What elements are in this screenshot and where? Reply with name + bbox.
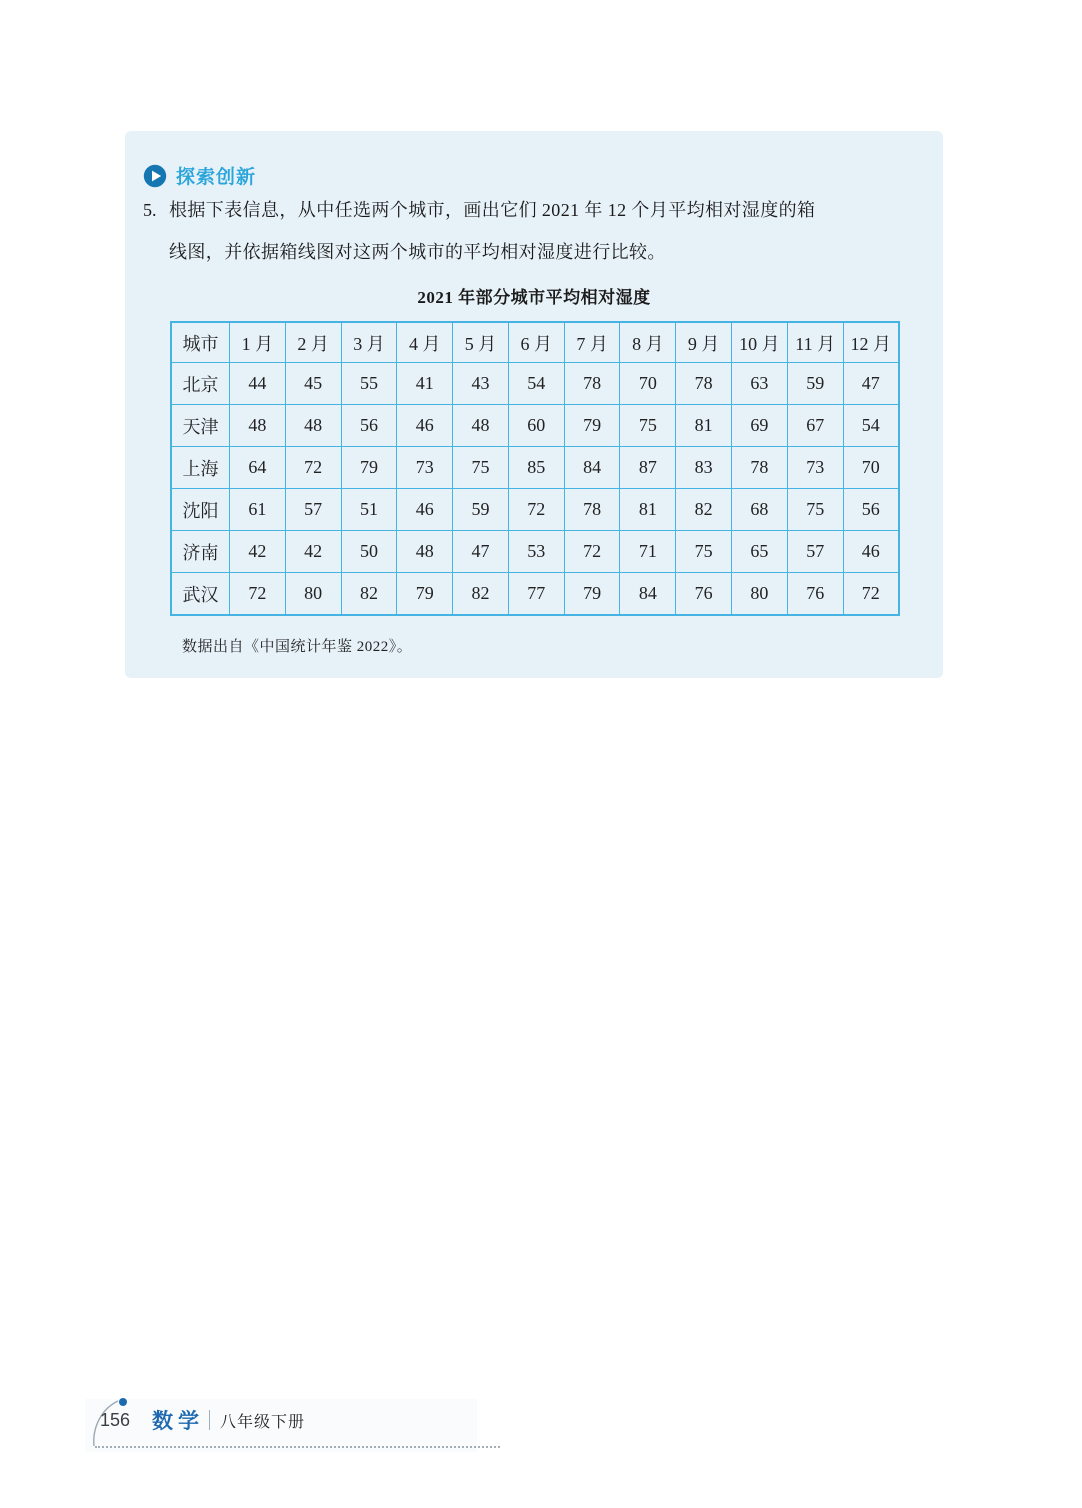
humidity-table: [170, 321, 900, 616]
page-number: 156: [100, 1409, 131, 1430]
column-header: 7 月: [564, 322, 620, 363]
section-title: 探索创新: [176, 167, 257, 188]
value-cell: 55: [341, 363, 397, 405]
value-cell: 70: [620, 363, 676, 405]
value-cell: 48: [397, 531, 453, 573]
value-cell: 76: [787, 573, 843, 616]
value-cell: 67: [787, 405, 843, 447]
value-cell: 63: [732, 363, 788, 405]
column-header: 4 月: [397, 322, 453, 363]
value-cell: 59: [787, 363, 843, 405]
exercise-panel: [125, 131, 943, 678]
value-cell: 43: [453, 363, 509, 405]
value-cell: 50: [341, 531, 397, 573]
value-cell: 45: [285, 363, 341, 405]
value-cell: 82: [341, 573, 397, 616]
table-row: [171, 405, 899, 447]
section-header: [143, 162, 256, 189]
value-cell: 46: [397, 405, 453, 447]
value-cell: 84: [564, 447, 620, 489]
city-cell: 北京: [171, 363, 230, 405]
play-icon: [143, 164, 167, 188]
value-cell: 72: [230, 573, 286, 616]
table-row: [171, 489, 899, 531]
value-cell: 41: [397, 363, 453, 405]
value-cell: 78: [564, 489, 620, 531]
value-cell: 79: [341, 447, 397, 489]
footer-dotted-line: [95, 1446, 500, 1448]
value-cell: 54: [508, 363, 564, 405]
value-cell: 78: [564, 363, 620, 405]
table-head: [171, 322, 899, 363]
city-cell: 上海: [171, 447, 230, 489]
value-cell: 84: [620, 573, 676, 616]
value-cell: 80: [285, 573, 341, 616]
column-header: 6 月: [508, 322, 564, 363]
city-cell: 沈阳: [171, 489, 230, 531]
value-cell: 47: [843, 363, 899, 405]
value-cell: 46: [397, 489, 453, 531]
value-cell: 57: [285, 489, 341, 531]
column-header: 12 月: [843, 322, 899, 363]
value-cell: 87: [620, 447, 676, 489]
column-header: 3 月: [341, 322, 397, 363]
problem-text: [169, 189, 925, 273]
city-cell: 天津: [171, 405, 230, 447]
header-row: [171, 322, 899, 363]
table-row: [171, 573, 899, 616]
page-footer: [100, 1405, 305, 1435]
value-cell: 48: [453, 405, 509, 447]
value-cell: 79: [564, 573, 620, 616]
value-cell: 80: [732, 573, 788, 616]
value-cell: 68: [732, 489, 788, 531]
value-cell: 42: [230, 531, 286, 573]
value-cell: 48: [285, 405, 341, 447]
value-cell: 54: [843, 405, 899, 447]
value-cell: 70: [843, 447, 899, 489]
problem-text-line: 线图，并依据箱线图对这两个城市的平均相对湿度进行比较。: [169, 242, 666, 262]
value-cell: 75: [787, 489, 843, 531]
value-cell: 57: [787, 531, 843, 573]
value-cell: 44: [230, 363, 286, 405]
footer-book-title: 八年级下册: [220, 1413, 306, 1431]
value-cell: 85: [508, 447, 564, 489]
value-cell: 46: [843, 531, 899, 573]
value-cell: 51: [341, 489, 397, 531]
value-cell: 69: [732, 405, 788, 447]
value-cell: 64: [230, 447, 286, 489]
problem-text-line: 根据下表信息，从中任选两个城市，画出它们 2021 年 12 个月平均相对湿度的箱: [169, 200, 816, 220]
value-cell: 71: [620, 531, 676, 573]
column-header: 城市: [171, 322, 230, 363]
table-title: 2021 年部分城市平均相对湿度: [417, 288, 651, 307]
city-cell: 济南: [171, 531, 230, 573]
value-cell: 59: [453, 489, 509, 531]
value-cell: 78: [676, 363, 732, 405]
value-cell: 82: [676, 489, 732, 531]
data-source-note: 数据出自《中国统计年鉴 2022》。: [182, 639, 413, 655]
table-row: [171, 363, 899, 405]
value-cell: 72: [285, 447, 341, 489]
value-cell: 65: [732, 531, 788, 573]
value-cell: 60: [508, 405, 564, 447]
value-cell: 48: [230, 405, 286, 447]
value-cell: 81: [676, 405, 732, 447]
value-cell: 79: [564, 405, 620, 447]
value-cell: 82: [453, 573, 509, 616]
value-cell: 73: [397, 447, 453, 489]
value-cell: 56: [843, 489, 899, 531]
table-row: [171, 447, 899, 489]
value-cell: 79: [397, 573, 453, 616]
footer-subject: 数学: [152, 1410, 205, 1433]
value-cell: 76: [676, 573, 732, 616]
column-header: 2 月: [285, 322, 341, 363]
problem-item: [143, 189, 925, 273]
value-cell: 78: [732, 447, 788, 489]
column-header: 5 月: [453, 322, 509, 363]
column-header: 8 月: [620, 322, 676, 363]
value-cell: 77: [508, 573, 564, 616]
value-cell: 75: [620, 405, 676, 447]
value-cell: 61: [230, 489, 286, 531]
column-header: 11 月: [787, 322, 843, 363]
column-header: 1 月: [230, 322, 286, 363]
value-cell: 72: [564, 531, 620, 573]
value-cell: 72: [843, 573, 899, 616]
column-header: 10 月: [732, 322, 788, 363]
value-cell: 75: [676, 531, 732, 573]
city-cell: 武汉: [171, 573, 230, 616]
value-cell: 53: [508, 531, 564, 573]
footer-divider: [209, 1410, 210, 1430]
table-row: [171, 531, 899, 573]
value-cell: 73: [787, 447, 843, 489]
value-cell: 72: [508, 489, 564, 531]
problem-number: 5.: [143, 200, 157, 220]
value-cell: 47: [453, 531, 509, 573]
value-cell: 56: [341, 405, 397, 447]
value-cell: 83: [676, 447, 732, 489]
value-cell: 42: [285, 531, 341, 573]
table-body: [171, 363, 899, 616]
value-cell: 81: [620, 489, 676, 531]
value-cell: 75: [453, 447, 509, 489]
column-header: 9 月: [676, 322, 732, 363]
